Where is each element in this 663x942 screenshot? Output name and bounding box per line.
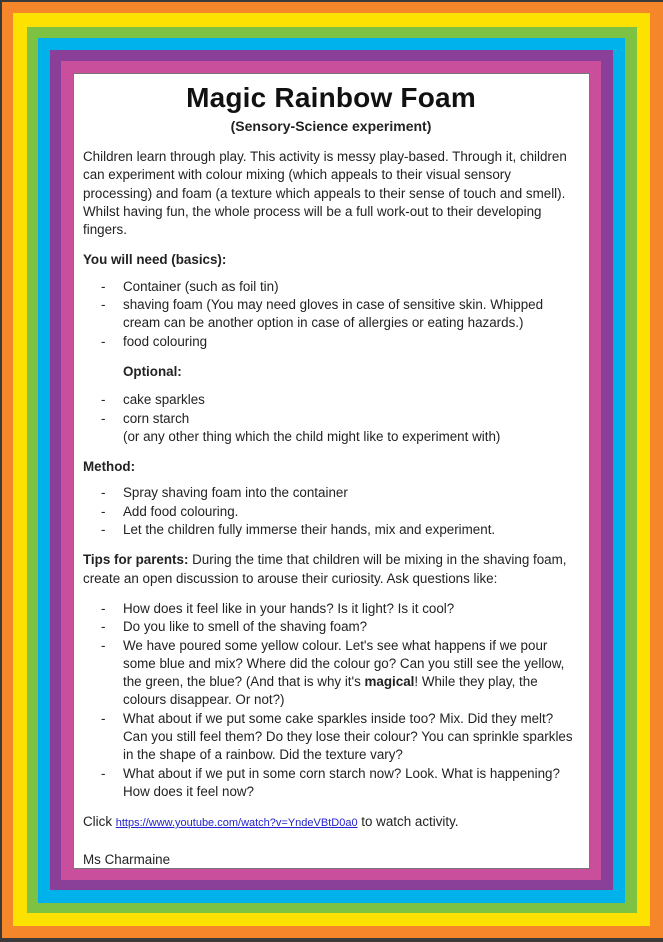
list-item: - Spray shaving foam into the container bbox=[83, 484, 579, 502]
list-item bbox=[83, 637, 579, 710]
list-item: - cake sparkles bbox=[83, 391, 579, 409]
questions-list bbox=[83, 600, 579, 801]
method-list bbox=[83, 484, 579, 539]
tips-label: Tips for parents: bbox=[83, 552, 189, 568]
list-item: - Do you like to smell of the shaving foam? bbox=[83, 618, 579, 636]
click-line bbox=[83, 813, 579, 832]
optional-list bbox=[83, 391, 579, 446]
list-item: - Add food colouring. bbox=[83, 503, 579, 521]
text: Click bbox=[83, 814, 116, 830]
text: to watch activity. bbox=[357, 814, 459, 830]
list-item: - shaving foam (You may need gloves in case of sensitive skin. Whipped cream can be another option in case of allergies or eating hazards.) bbox=[83, 296, 579, 333]
list-item: - Let the children fully immerse their hands, mix and experiment. bbox=[83, 521, 579, 539]
bold-text: magical bbox=[364, 674, 415, 690]
list-item: - corn starch bbox=[83, 410, 579, 428]
optional-note: (or any other thing which the child might like to experiment with) bbox=[123, 428, 501, 444]
list-item: - How does it feel like in your hands? Is it light? Is it cool? bbox=[83, 600, 579, 618]
signature: Ms Charmaine bbox=[83, 851, 171, 867]
document-page bbox=[73, 73, 590, 869]
needs-heading: You will need (basics): bbox=[83, 252, 227, 268]
list-item: - Container (such as foil tin) bbox=[83, 278, 579, 296]
tips-paragraph bbox=[83, 551, 579, 588]
list-item: - What about if we put in some corn starch now? Look. What is happening? How does it feel now? bbox=[83, 765, 579, 802]
method-heading: Method: bbox=[83, 459, 136, 475]
text: We have poured some yellow colour. Let's see what happens if we pour some blue and mix? Where did the colour go? Can you still see the yellow, the green, the blue? (And that is why it's bbox=[123, 637, 565, 690]
text: ! While they play, the colours disappear. Or not?) bbox=[123, 674, 538, 708]
youtube-link[interactable]: https://www.youtube.com/watch?v=YndeVBtD0a0 bbox=[115, 817, 358, 830]
optional-heading: Optional: bbox=[123, 363, 182, 379]
page-subtitle: (Sensory-Science experiment) bbox=[230, 118, 432, 134]
page-title: Magic Rainbow Foam bbox=[186, 82, 476, 113]
tips-text: During the time that children will be mixing in the shaving foam, create an open discussion to arouse their curiosity. Ask questions like: bbox=[83, 552, 567, 586]
list-item: - What about if we put some cake sparkles inside too? Mix. Did they melt? Can you still feel them? Do they lose their colour? You can sprinkle sparkles in the shape of a rainbow. Did the texture vary? bbox=[83, 710, 579, 765]
intro-paragraph: Children learn through play. This activity is messy play-based. Through it, children can experiment with colour mixing (which appeals to their visual sensory processing) and foam (a texture which appeals to their sense of touch and smell). Whilst having fun, the whole process will be a full work-out to their developing fingers. bbox=[83, 149, 567, 238]
list-item: - food colouring bbox=[83, 333, 579, 351]
needs-list bbox=[83, 278, 579, 351]
